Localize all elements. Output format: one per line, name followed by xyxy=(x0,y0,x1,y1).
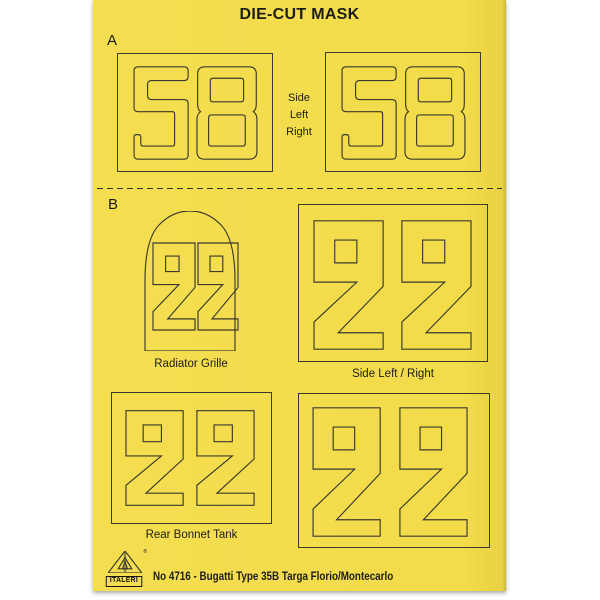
section-divider-dashed xyxy=(97,188,502,189)
registered-mark: ® xyxy=(143,549,147,555)
sheet-title: DIE-CUT MASK xyxy=(239,6,360,23)
mask-22-rear-bonnet xyxy=(111,392,272,524)
number-58-outline xyxy=(326,53,480,171)
side-note: Side Left Right xyxy=(286,92,312,138)
side-left-right-caption: Side Left / Right xyxy=(352,368,434,380)
mask-22-large xyxy=(298,393,490,548)
number-22-outline xyxy=(299,205,487,361)
number-22-outline xyxy=(299,394,489,547)
italeri-a-icon xyxy=(108,551,142,573)
section-a-label: A xyxy=(107,32,118,49)
italeri-logo xyxy=(105,551,145,587)
kit-info-text: No 4716 - Bugatti Type 35B Targa Florio/Montecarlo xyxy=(153,569,394,583)
grille-arch-outline xyxy=(140,211,240,351)
mask-58-left xyxy=(117,53,273,172)
section-b-label: B xyxy=(108,196,119,213)
mask-22-side xyxy=(298,204,488,362)
italeri-wordmark: ITALERI xyxy=(106,576,142,587)
die-cut-mask-sheet xyxy=(93,0,506,591)
radiator-grille-caption: Radiator Grille xyxy=(154,358,228,370)
number-22-outline xyxy=(112,393,271,523)
number-58-outline xyxy=(118,54,272,171)
mask-58-right xyxy=(325,52,481,172)
mask-radiator-grille xyxy=(140,211,240,351)
rear-bonnet-tank-caption: Rear Bonnet Tank xyxy=(145,529,238,541)
